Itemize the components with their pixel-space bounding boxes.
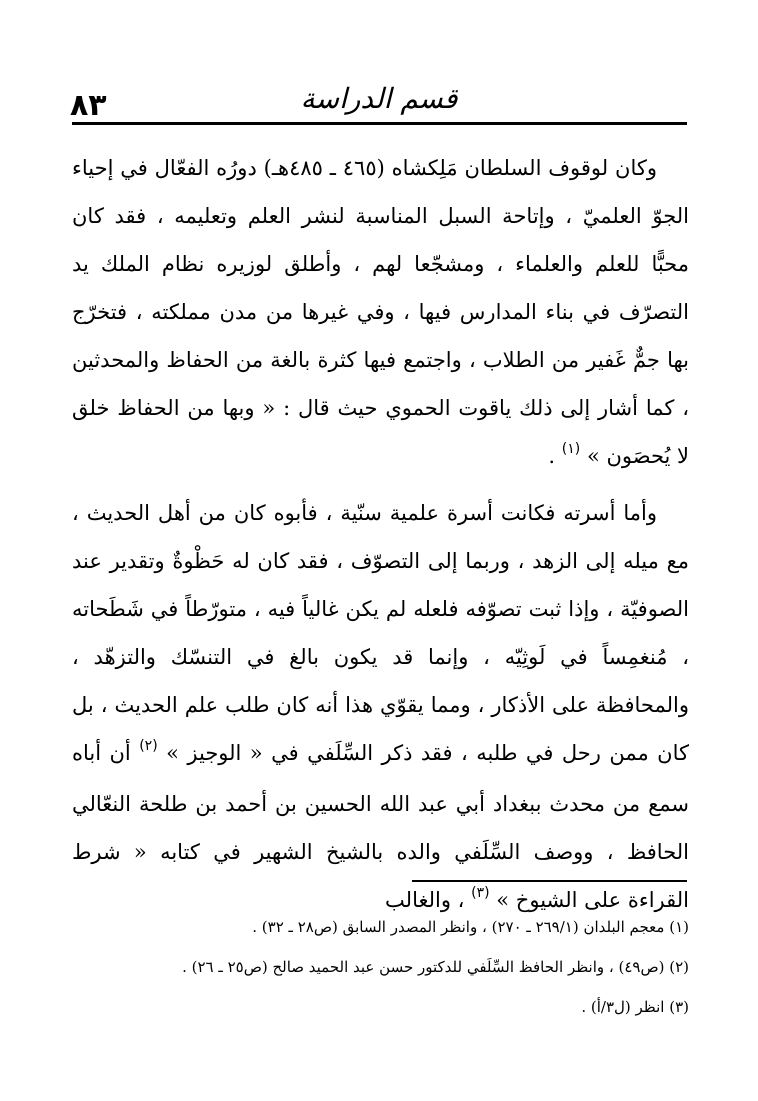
footnotes	[72, 907, 689, 1027]
footnote-1: (١) معجم البلدان (٢٦٩/١ ـ ٢٧٠) ، وانظر المصدر السابق (ص٢٨ ـ ٣٢) .	[252, 918, 689, 936]
footnote-ref-3: (٣)	[471, 885, 490, 901]
footnote-2: (٢) (ص٤٩) ، وانظر الحافظ السِّلَفي للدكتور حسن عبد الحميد صالح (ص٢٥ ـ ٢٦) .	[182, 958, 689, 976]
paragraph-1-text: وكان لوقوف السلطان مَلِكشاه (٤٦٥ ـ ٤٨٥هـ) دورُه الفعّال في إحياء الجوّ العلميّ ، وإتاحة السبل المناسبة لنشر العلم وتعليمه ، فقد كان محبًّا للعلم والعلماء ، ومشجّعا لهم ، وأطلق لوزيره نظام الملك يد التصرّف في بناء المدارس فيها ، وفي غيرها من مدن مملكته ، فتخرّج بها جمٌّ غَفير من الطلاب ، واجتمع فيها كثرة بالغة من الحفاظ والمحدثين ، كما أشار إلى ذلك ياقوت الحموي حيث قال : « وبها من الحفاظ خلق لا يُحصَون »	[72, 156, 689, 468]
paragraph-1-end: .	[548, 444, 562, 468]
footnote-ref-2: (٢)	[139, 738, 158, 754]
paragraph-1	[72, 144, 689, 483]
paragraph-2-text-c: ، والغالب	[385, 888, 472, 912]
page-number: ٨٣	[70, 88, 107, 123]
body-text	[72, 144, 689, 927]
footnote-3: (٣) انظر (ل٣/أ) .	[581, 998, 689, 1016]
section-title: قسم الدراسة	[300, 82, 458, 115]
paragraph-2-text-b: أن أباه سمع من محدث ببغداد أبي عبد الله الحسين بن أحمد بن طلحة النعّالي الحافظ ، ووصف السِّلَفي والده بالشيخ الشهير في كتابه « شرط القراءة على الشيوخ »	[72, 741, 689, 912]
footnote-rule	[412, 880, 687, 882]
footnote-ref-1: (١)	[561, 441, 581, 457]
header-rule	[72, 122, 687, 125]
paragraph-2-text-a: وأما أسرته فكانت أسرة علمية سنّية ، فأبوه كان من أهل الحديث ، مع ميله إلى الزهد ، وربما إلى التصوّف ، فقد كان له حَظْوةٌ وتقدير عند الصوفيّة ، وإذا ثبت تصوّفه فلعله لم يكن غالياً فيه ، متورّطاً في شَطَحاته ، مُنغمِساً في لَوثِيّه ، وإنما قد يكون بالغ في التنسّك والتزهّد ، والمحافظة على الأذكار ، ومما يقوّي هذا أنه كان طلب علم الحديث ، بل كان ممن رحل في طلبه ، فقد ذكر السِّلَفي في « الوجيز »	[72, 501, 689, 765]
paragraph-2	[72, 489, 689, 927]
